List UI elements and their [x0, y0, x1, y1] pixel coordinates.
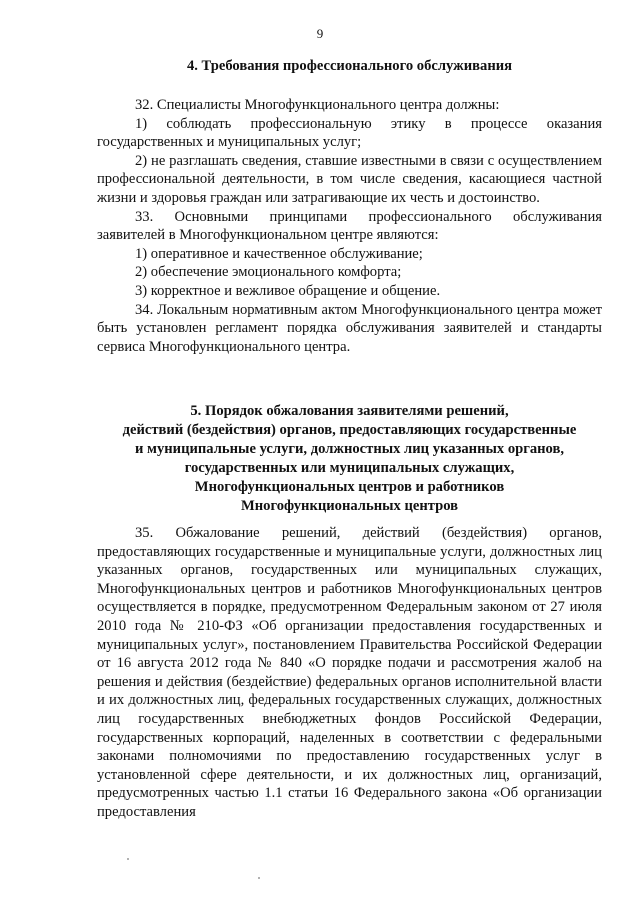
- paragraph-34: 34. Локальным нормативным актом Многофункционального центра может быть установлен регламент порядка обслуживания заявителей и стандарты сервиса Многофункционального центра.: [97, 301, 602, 355]
- paragraph-35: 35. Обжалование решений, действий (бездействия) органов, предоставляющих государственные и муниципальные услуги, должностных лиц указанных органов, государственных или муниципальных служащих, Многофункциональных центров и работников Многофункциональных центров осуществляется в порядке, предусмотренном Федеральным законом от 27 июля 2010 года № 210-ФЗ «Об организации предоставления государственных и муниципальных услуг», постановлением Правительства Российской Федерации от 16 августа 2012 года № 840 «О порядке подачи и рассмотрения жалоб на решения и действия (бездействие) федеральных органов исполнительной власти и их должностных лиц, федеральных государственных служащих, должностных лиц государственных внебюджетных фондов Российской Федерации, государственных корпораций, наделенных в соответствии с федеральными законами полномочиями по предоставлению государственных услуг в установленной сфере деятельности, и их должностных лиц, организаций, предусмотренных частью 1.1 статьи 16 Федерального закона «Об организации предоставления: [97, 525, 602, 820]
- paragraph-33-item-1: 1) оперативное и качественное обслуживание;: [135, 245, 423, 262]
- section-5-heading-line: Многофункциональных центров: [240, 498, 459, 514]
- paragraph-32-item-1: 1) соблюдать профессиональную этику в процессе оказания государственных и муниципальных услуг;: [97, 115, 602, 151]
- paragraph-33-item-2: 2) обеспечение эмоционального комфорта;: [135, 264, 402, 281]
- section-5-heading-line: Многофункциональных центров и работников: [194, 479, 505, 495]
- section-5-heading-line: государственных или муниципальных служащих,: [184, 460, 515, 476]
- section-5-heading-line: и муниципальные услуги, должностных лиц указанных органов,: [134, 441, 565, 457]
- paragraph-32: 32. Специалисты Многофункционального центра должны:: [135, 97, 500, 113]
- paragraph-33: 33. Основными принципами профессионального обслуживания заявителей в Многофункциональном центре являются:: [97, 208, 602, 244]
- section-5-body: [97, 524, 602, 822]
- section-4-body: [97, 96, 602, 356]
- paragraph-33-item-3: 3) корректное и вежливое обращение и общение.: [135, 282, 441, 299]
- page-number: 9: [316, 26, 324, 41]
- section-5-heading: [97, 402, 602, 516]
- paragraph-32-item-2: 2) не разглашать сведения, ставшие известными в связи с осуществлением профессиональной деятельности, в том числе сведения, касающиеся частной жизни и здоровья граждан или затрагивающие их честь и достоинство.: [97, 152, 602, 206]
- scan-speck: [258, 877, 260, 879]
- section-5-heading-line: 5. Порядок обжалования заявителями решений,: [190, 403, 509, 419]
- section-4-heading: 4. Требования профессионального обслуживания: [186, 58, 513, 74]
- scan-speck: [127, 858, 129, 860]
- section-5-heading-line: действий (бездействия) органов, предоставляющих государственные: [122, 422, 577, 438]
